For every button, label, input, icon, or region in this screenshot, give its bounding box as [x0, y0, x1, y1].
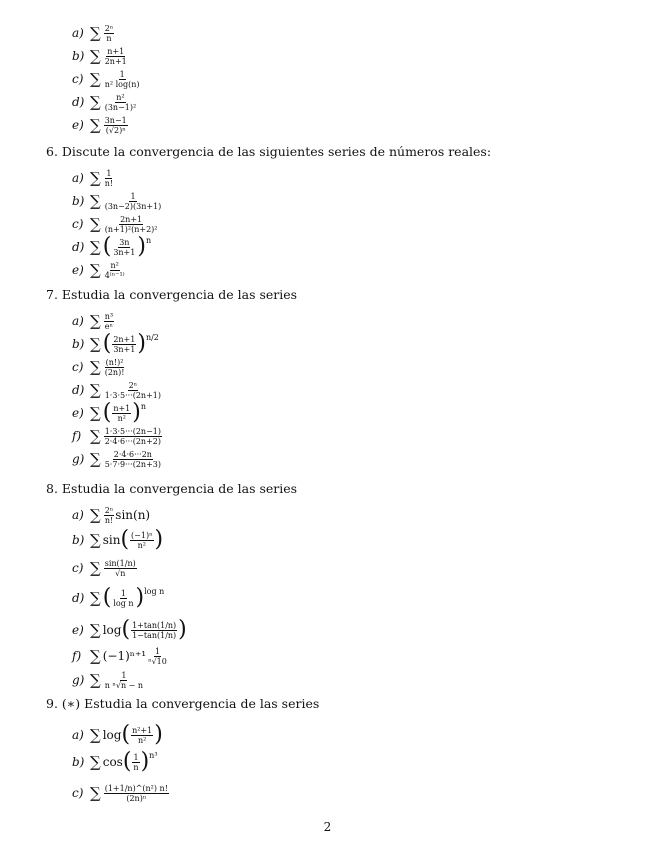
- series-expression: [90, 116, 129, 135]
- series-item: [72, 22, 115, 44]
- series-item: [72, 91, 138, 113]
- fraction: [104, 93, 137, 112]
- fraction: [104, 358, 126, 377]
- numerator: (−1)ⁿ: [131, 530, 153, 540]
- function-name: log: [102, 728, 122, 742]
- series-item: [72, 68, 142, 90]
- series-expression: [90, 402, 146, 424]
- summation-symbol: ∑: [90, 335, 101, 353]
- item-label: d): [72, 591, 85, 605]
- fraction: [104, 784, 169, 803]
- left-paren: (: [102, 585, 112, 610]
- summation-symbol: ∑: [90, 24, 101, 42]
- problem-heading: 6. Discute la convergencia de las siguientes series de números reales:: [46, 144, 492, 159]
- problem-heading: 8. Estudia la convergencia de las series: [46, 481, 298, 496]
- series-item: [72, 236, 151, 258]
- series-expression: [90, 751, 158, 773]
- left-paren: (: [120, 527, 130, 552]
- fraction: [132, 753, 139, 772]
- denominator: 1·3·5···(2n+1): [104, 390, 161, 400]
- series-expression: [90, 261, 127, 280]
- series-expression: [90, 529, 163, 551]
- series-expression: [90, 724, 163, 746]
- numerator: 3n: [119, 237, 130, 247]
- summation-symbol: ∑: [90, 312, 101, 330]
- series-item: [72, 587, 164, 609]
- series-item: [72, 379, 163, 401]
- left-paren: (: [102, 400, 112, 425]
- item-label: c): [72, 786, 84, 800]
- series-item: [72, 167, 115, 189]
- right-paren: ): [137, 331, 146, 356]
- exponent: log n: [144, 587, 165, 596]
- series-expression: [90, 215, 160, 234]
- denominator: 4⁽ⁿ⁻¹⁾: [104, 270, 125, 280]
- denominator: n: [133, 762, 139, 772]
- summation-symbol: ∑: [90, 506, 101, 524]
- summation-symbol: ∑: [90, 531, 101, 549]
- item-label: e): [72, 263, 84, 277]
- series-item: [72, 190, 163, 212]
- function-name: sin: [102, 533, 121, 547]
- denominator: (3n−2)(3n+1): [104, 201, 162, 211]
- series-item: [72, 645, 169, 667]
- sign-factor: (−1)ⁿ⁺¹: [102, 649, 147, 663]
- numerator: 1: [130, 191, 136, 201]
- denominator: n²: [137, 540, 146, 550]
- item-label: d): [72, 383, 85, 397]
- numerator: 1: [119, 69, 125, 79]
- numerator: sin(1/n): [104, 558, 136, 568]
- item-label: e): [72, 406, 84, 420]
- fraction: [147, 647, 168, 666]
- denominator: 2·4·6···(2n+2): [104, 436, 161, 446]
- fraction: [104, 24, 115, 43]
- problem-heading: 7. Estudia la convergencia de las series: [46, 287, 298, 302]
- numerator: 1: [154, 646, 161, 656]
- series-expression: [90, 427, 163, 446]
- right-paren: ): [135, 585, 145, 610]
- summation-symbol: ∑: [90, 589, 101, 607]
- summation-symbol: ∑: [90, 215, 101, 233]
- summation-symbol: ∑: [90, 621, 101, 639]
- item-label: c): [72, 561, 84, 575]
- numerator: 2n+1: [120, 214, 143, 224]
- series-item: [72, 751, 158, 773]
- denominator: 5·7·9···(2n+3): [104, 459, 161, 469]
- item-label: b): [72, 194, 85, 208]
- item-label: g): [72, 452, 85, 466]
- series-expression: [90, 70, 142, 89]
- series-expression: [90, 784, 170, 803]
- denominator: n² log(n): [104, 79, 140, 89]
- item-label: c): [72, 217, 84, 231]
- series-expression: [90, 587, 164, 609]
- series-item: [72, 504, 150, 526]
- item-label: b): [72, 337, 85, 351]
- summation-symbol: ∑: [90, 726, 101, 744]
- summation-symbol: ∑: [90, 261, 101, 279]
- series-item: [72, 619, 187, 641]
- numerator: 2ⁿ: [104, 23, 114, 33]
- series-expression: [90, 24, 115, 43]
- item-label: a): [72, 26, 84, 40]
- denominator: n!: [104, 178, 114, 188]
- left-paren: (: [122, 749, 132, 774]
- summation-symbol: ∑: [90, 47, 101, 65]
- item-label: d): [72, 240, 85, 254]
- function-name: cos: [102, 755, 123, 769]
- denominator: 3n+1: [113, 247, 136, 257]
- numerator: n+1: [107, 46, 125, 56]
- series-expression: [90, 93, 138, 112]
- series-expression: [90, 506, 150, 525]
- numerator: 1: [106, 168, 112, 178]
- series-expression: [90, 619, 187, 641]
- summation-symbol: ∑: [90, 450, 101, 468]
- summation-symbol: ∑: [90, 404, 101, 422]
- numerator: 3n−1: [104, 115, 127, 125]
- denominator: (2n)ⁿ: [126, 793, 147, 803]
- right-paren: ): [137, 234, 146, 259]
- summation-symbol: ∑: [90, 647, 101, 665]
- exponent: n³: [149, 751, 158, 760]
- fraction: [112, 238, 136, 257]
- function-name: log: [102, 623, 122, 637]
- fraction: [104, 559, 137, 578]
- summation-symbol: ∑: [90, 671, 101, 689]
- left-paren: (: [102, 234, 112, 259]
- series-expression: [90, 312, 115, 331]
- item-label: f): [72, 429, 82, 443]
- series-expression: [90, 559, 138, 578]
- series-expression: [90, 236, 151, 258]
- series-item: [72, 259, 127, 281]
- summation-symbol: ∑: [90, 116, 101, 134]
- series-expression: [90, 671, 145, 690]
- right-paren: ): [154, 527, 164, 552]
- numerator: n²: [110, 260, 119, 270]
- denominator: (n+1)²(n+2)²: [104, 224, 158, 234]
- denominator: √n: [115, 568, 126, 578]
- fraction: [104, 116, 128, 135]
- series-item: [72, 402, 146, 424]
- fraction: [104, 506, 115, 525]
- series-item: [72, 114, 129, 136]
- fraction: [131, 621, 177, 640]
- denominator: n²: [117, 413, 126, 423]
- trailing-factor: sin(n): [115, 508, 151, 522]
- right-paren: ): [140, 749, 150, 774]
- item-label: g): [72, 673, 85, 687]
- item-label: b): [72, 755, 85, 769]
- exponent: n/2: [145, 333, 159, 342]
- problem-heading: 9. (∗) Estudia la convergencia de las series: [46, 696, 320, 711]
- numerator: 1·3·5···(2n−1): [104, 426, 161, 436]
- summation-symbol: ∑: [90, 93, 101, 111]
- series-expression: [90, 192, 163, 211]
- fraction: [104, 215, 159, 234]
- right-paren: ): [178, 617, 187, 642]
- denominator: 3n+1: [113, 344, 136, 354]
- summation-symbol: ∑: [90, 784, 101, 802]
- denominator: 2n+1: [104, 56, 127, 66]
- series-expression: [90, 169, 115, 188]
- denominator: (3n−1)²: [104, 102, 137, 112]
- summation-symbol: ∑: [90, 427, 101, 445]
- item-label: a): [72, 314, 84, 328]
- right-paren: ): [154, 722, 163, 747]
- series-item: [72, 213, 160, 235]
- series-item: [72, 333, 159, 355]
- series-item: [72, 724, 163, 746]
- series-item: [72, 425, 163, 447]
- item-label: e): [72, 118, 84, 132]
- item-label: d): [72, 95, 85, 109]
- summation-symbol: ∑: [90, 70, 101, 88]
- numerator: 1: [121, 670, 127, 680]
- numerator: 2ⁿ: [128, 380, 138, 390]
- page-number: 2: [323, 820, 332, 834]
- denominator: n: [106, 33, 112, 43]
- fraction: [104, 312, 114, 331]
- denominator: (2n)!: [104, 367, 125, 377]
- fraction: [104, 192, 163, 211]
- series-item: [72, 310, 115, 332]
- series-expression: [90, 358, 126, 377]
- numerator: 2n+1: [113, 334, 136, 344]
- fraction: [112, 589, 134, 608]
- right-paren: ): [132, 400, 141, 425]
- item-label: a): [72, 508, 84, 522]
- series-item: [72, 669, 145, 691]
- summation-symbol: ∑: [90, 381, 101, 399]
- fraction: [104, 70, 141, 89]
- summation-symbol: ∑: [90, 192, 101, 210]
- fraction: [104, 47, 128, 66]
- denominator: n!: [104, 515, 114, 525]
- numerator: (1+1/n)^(n²) n!: [104, 783, 168, 793]
- denominator: log n: [113, 598, 134, 608]
- series-expression: [90, 381, 163, 400]
- exponent: n: [145, 236, 152, 245]
- numerator: 1: [133, 752, 139, 762]
- series-expression: [90, 450, 163, 469]
- numerator: 1+tan(1/n): [132, 620, 177, 630]
- item-label: c): [72, 360, 84, 374]
- numerator: n²: [116, 92, 125, 102]
- summation-symbol: ∑: [90, 238, 101, 256]
- series-item: [72, 782, 170, 804]
- summation-symbol: ∑: [90, 753, 101, 771]
- series-item: [72, 448, 163, 470]
- fraction: [131, 726, 153, 745]
- denominator: ⁿ√10: [148, 656, 167, 666]
- fraction: [112, 404, 131, 423]
- left-paren: (: [121, 617, 131, 642]
- left-paren: (: [102, 331, 112, 356]
- denominator: n ⁿ√n − n: [104, 680, 144, 690]
- series-item: [72, 529, 163, 551]
- numerator: n²+1: [132, 725, 153, 735]
- item-label: a): [72, 171, 84, 185]
- numerator: n³: [104, 311, 114, 321]
- series-expression: [90, 47, 129, 66]
- numerator: 2·4·6···2n: [113, 449, 152, 459]
- series-expression: [90, 333, 159, 355]
- left-paren: (: [121, 722, 131, 747]
- item-label: b): [72, 533, 85, 547]
- fraction: [112, 335, 136, 354]
- series-item: [72, 356, 126, 378]
- series-item: [72, 557, 138, 579]
- denominator: 1−tan(1/n): [132, 630, 177, 640]
- numerator: n+1: [113, 403, 131, 413]
- fraction: [104, 261, 126, 280]
- numerator: 2ⁿ: [104, 505, 114, 515]
- fraction: [104, 671, 144, 690]
- fraction: [104, 450, 162, 469]
- item-label: a): [72, 728, 84, 742]
- numerator: (n!)²: [105, 357, 124, 367]
- item-label: b): [72, 49, 85, 63]
- denominator: (√2)ⁿ: [105, 125, 126, 135]
- summation-symbol: ∑: [90, 169, 101, 187]
- fraction: [104, 427, 162, 446]
- numerator: 1: [120, 588, 126, 598]
- denominator: n²: [137, 735, 147, 745]
- summation-symbol: ∑: [90, 358, 101, 376]
- denominator: eⁿ: [104, 321, 113, 331]
- series-item: [72, 45, 129, 67]
- fraction: [130, 531, 154, 550]
- fraction: [104, 381, 162, 400]
- fraction: [104, 169, 114, 188]
- series-expression: [90, 647, 169, 666]
- item-label: e): [72, 623, 84, 637]
- item-label: f): [72, 649, 82, 663]
- summation-symbol: ∑: [90, 559, 101, 577]
- exponent: n: [140, 402, 147, 411]
- item-label: c): [72, 72, 84, 86]
